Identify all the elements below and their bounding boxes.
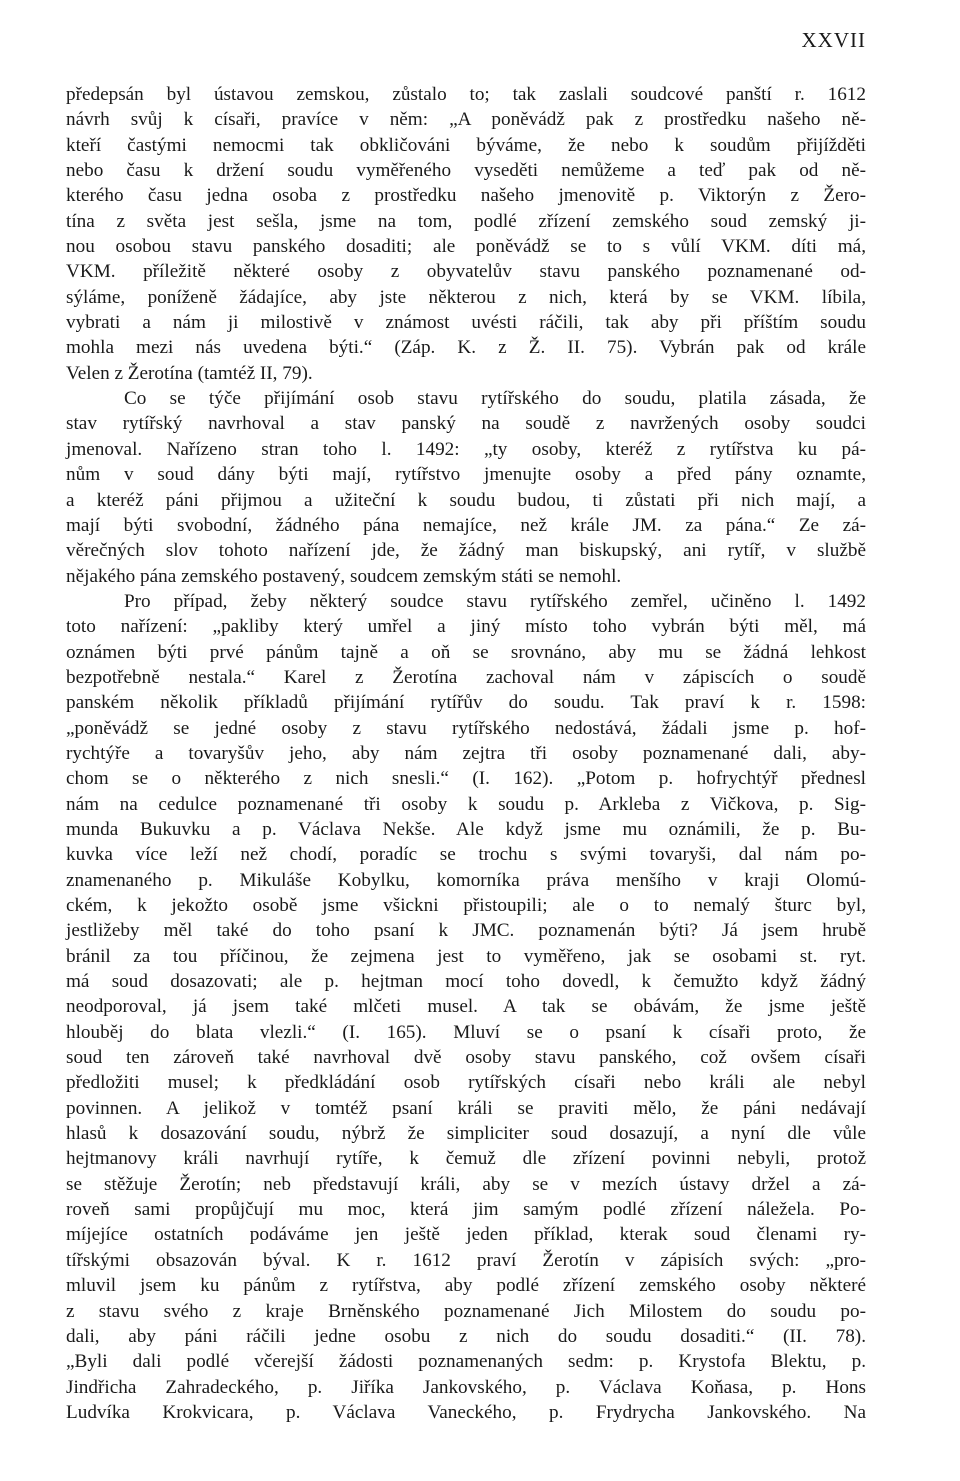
text-line: neodporoval, já jsem také mlčeti musel. A tak se obávám, že jsme ještě [66, 996, 866, 1018]
text-line: roveň sami propůjčují mu moc, která jim samým podlé zřízení náležela. Po- [66, 1199, 866, 1221]
text-line: ckém, k jekožto osobě jsme všickni přistoupili; ale o to nemalý šturc byl, [66, 895, 866, 916]
text-line: mohla mezi nás uvedena býti.“ (Záp. K. z Ž. II. 75). Vybrán pak od krále [66, 337, 866, 359]
text-line: nům v soud dány býti mají, rytířstvo jmenujte osoby a před pány oznamte, [66, 464, 866, 486]
text-line: znamenaného p. Mikuláše Kobylku, komorníka práva menšího v kraji Olomú- [66, 869, 866, 891]
text-line: Pro případ, žeby některý soudce stavu rytířského zemřel, učiněno l. 1492 [124, 590, 866, 612]
text-line: a kteréž páni přijmou a užiteční k soudu budou, ti zůstati při nich mají, a [66, 489, 866, 511]
text-line: kuvka více leží než chodí, poradíc se trochu s svými tovaryši, dal nám po- [66, 844, 866, 866]
text-line: nějakého pána zemského postavený, soudcem zemským státi se nemohl. [66, 565, 622, 587]
text-line: předložiti musel; k předkládání osob rytířských císaři nebo králi ale nebyl [66, 1072, 866, 1094]
text-line: „poněvádž se jedné osoby z stavu rytířského nedostává, žádali jsme p. hof- [66, 717, 866, 739]
text-line: VKM. příležitě některé osoby z obyvatelův stavu panského poznamenané od- [66, 261, 866, 283]
text-line: hejtmanovy králi navrhují rytíře, k čemuž dle zřízení povinni nebyli, protož [66, 1148, 866, 1170]
text-line: míjejíce ostatních podáváme jen ještě jeden příklad, kterak soud členami ry- [66, 1224, 866, 1246]
text-line: bezpotřebně nestala.“ Karel z Žerotína zachoval nám v zápiscích o soudě [66, 666, 866, 688]
text-line: munda Bukuvku a p. Václava Nekše. Ale když jsme mu oznámili, že p. Bu- [66, 818, 866, 840]
text-line: mluvil jsem ku pánům z rytířstva, aby podlé zřízení zemského osoby některé [66, 1275, 866, 1297]
page-number: XXVII [801, 28, 866, 52]
text-line: vybrati a nám ji milostivě v známost uvésti ráčili, tak aby při příštím soudu [66, 312, 866, 334]
text-line: mají býti svobodní, žádného pána nemajíce, než krále JM. za pána.“ Ze zá- [66, 514, 866, 536]
text-line: kteří častými nemocmi tak obkličováni býváme, že nebo k soudům přijížděti [66, 134, 866, 156]
text-line: nebo času k držení soudu vyměřeného vyseděti nemůžeme a teď pak od ně- [66, 160, 866, 182]
text-line: se stěžuje Žerotín; neb představují králi, aby se v mezích ústavy držel a zá- [66, 1173, 866, 1195]
text-line: panském několik příkladů přijímání rytířův do soudu. Tak praví k r. 1598: [66, 692, 866, 714]
text-line: stav rytířský navrhoval a stav panský na soudě z navržených osoby soudci [66, 413, 866, 435]
text-line: toto nařízení: „pakliby který umřel a jiný místo toho vybrán býti měl, má [66, 616, 866, 638]
text-line: soud ten zároveň také navrhoval dvě osoby stavu panského, což ovšem císaři [66, 1047, 866, 1069]
text-line: Co se týče přijímání osob stavu rytířského do soudu, platila zásada, že [124, 388, 866, 410]
text-line: tína z světa jest sešla, jsme na tom, podlé zřízení zemského soud zemský ji- [66, 210, 866, 232]
text-line: předepsán byl ústavou zemskou, zůstalo to; tak zaslali soudcové panští r. 1612 [66, 84, 866, 105]
text-line: Velen z Žerotína (tamtéž II, 79). [66, 362, 313, 384]
text-line: návrh svůj k císaři, pravíce v něm: „A poněvádž pak z prostředku našeho ně- [66, 109, 866, 131]
text-line: tířskými obsazován býval. K r. 1612 praví Žerotín v zápisích svých: „pro- [66, 1249, 866, 1271]
text-line: má soud dosazovati; ale p. hejtman mocí toho dovedl, k čemužto když žádný [66, 971, 866, 993]
text-line: Jindřicha Zahradeckého, p. Jiříka Jankovského, p. Václava Koňasa, p. Hons [66, 1376, 866, 1398]
text-line: nám na cedulce poznamenané tři osoby k soudu p. Arkleba z Vičkova, p. Sig- [66, 793, 866, 815]
text-line: jmenoval. Nařízeno stran toho l. 1492: „ty osoby, kteréž z rytířstva ku pá- [66, 438, 866, 460]
text-line: hlouběj do blata vlezli.“ (I. 165). Mluví se o psaní k císaři proto, že [66, 1021, 866, 1043]
text-line: oznámen býti prvé pánům tajně a oň se srovnáno, aby mu se žádná lehkost [66, 641, 866, 663]
text-line: sýláme, poníženě žádajíce, aby jste některou z nich, která by se VKM. líbila, [66, 286, 866, 308]
text-line: rychtýře a tovaryšův jeho, aby nám zejtra tři osoby poznamenané dali, aby- [66, 742, 866, 764]
text-line: bránil za tou příčinou, že zejmena jest to vyměřeno, jak se osobami st. ryt. [66, 945, 866, 967]
text-line: věrečných slov tohoto nařízení jde, že žádný man biskupský, ani rytíř, v službě [66, 540, 866, 562]
text-line: dali, aby páni ráčili jedne osobu z nich do soudu dosaditi.“ (II. 78). [66, 1325, 866, 1347]
text-line: z stavu svého z kraje Brněnského poznamenané Jich Milostem do soudu po- [66, 1300, 866, 1322]
text-line: chom se o některého z nich snesli.“ (I. 162). „Potom p. hofrychtýř přednesl [66, 768, 866, 790]
text-line: „Byli dali podlé včerejší žádosti poznamenaných sedm: p. Krystofa Blektu, p. [66, 1351, 866, 1373]
text-line: kterého času jedna osoba z prostředku našeho jmenovitě p. Viktorýn z Žero- [66, 185, 866, 207]
text-line: hlasů k dosazování soudu, nýbrž že simpliciter soud dosazují, a nyní dle vůle [66, 1123, 866, 1145]
text-line: jestližeby měl také do toho psaní k JMC. poznamenán býti? Já jsem hrubě [66, 920, 866, 942]
text-line: Ludvíka Krokvicara, p. Václava Vaneckého, p. Frydrycha Jankovského. Na [66, 1401, 866, 1423]
body-text [66, 82, 866, 1425]
text-line: povinnen. A jelikož v tomtéž psaní králi se praviti mělo, že páni nedávají [66, 1097, 866, 1119]
text-line: nou osobou stavu panského dosaditi; ale poněvádž se to s vůlí VKM. díti má, [66, 236, 866, 258]
